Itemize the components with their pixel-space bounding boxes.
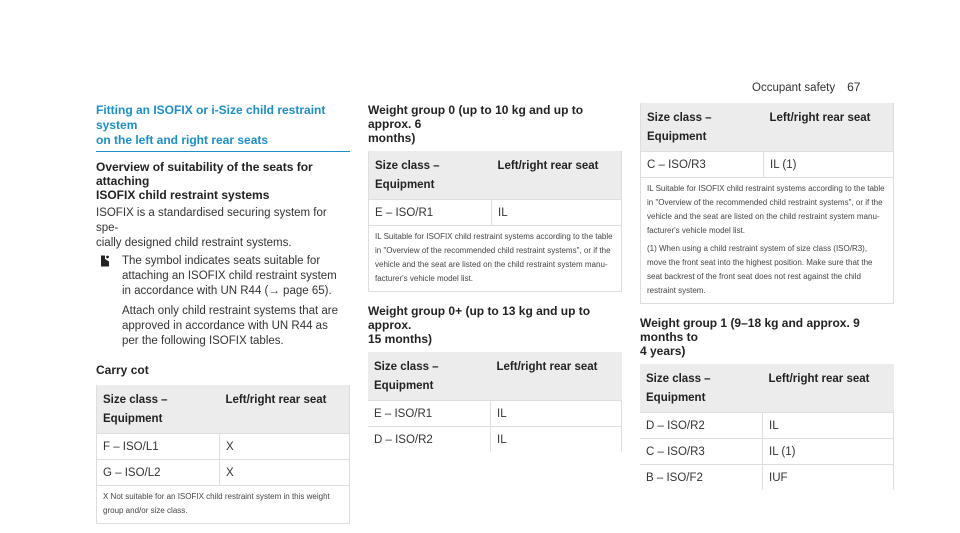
header-size-class-line2: Equipment: [647, 131, 707, 143]
section-title: Occupant safety: [752, 82, 836, 94]
table-header-row: [368, 352, 622, 401]
table-note-line8: restraint system.: [647, 286, 706, 295]
weight-group-0-line2: months): [368, 131, 416, 145]
header-seat: Left/right rear seat: [492, 151, 622, 200]
weight-group-0plus-line2: 15 months): [368, 332, 433, 346]
header-size-class-line2: Equipment: [375, 179, 435, 191]
cell-size-class: C – ISO/R3: [641, 152, 764, 178]
intro-line2: cially designed child restraint systems.: [96, 237, 292, 249]
table-note-line6: move the front seat into the highest position. Make sure that the: [647, 258, 873, 267]
intro-line1: ISOFIX is a standardised securing system for spe-: [96, 207, 327, 234]
cell-size-class: F – ISO/L1: [97, 434, 220, 460]
cell-seat: IL: [491, 427, 622, 453]
weight-group-1-line1: Weight group 1 (9–18 kg and approx. 9 months to: [640, 316, 860, 344]
cell-size-class: E – ISO/R1: [368, 401, 491, 427]
table-note: [97, 486, 350, 524]
weight-group-1-heading: [640, 316, 894, 358]
isofix-symbol-icon: [98, 254, 112, 268]
overview-heading-line2: ISOFIX child restraint systems: [96, 188, 270, 202]
overview-heading-line1: Overview of suitability of the seats for attaching: [96, 160, 313, 188]
cell-seat: IL (1): [763, 439, 894, 465]
header-seat: Left/right rear seat: [764, 103, 894, 152]
header-size-class-line1: Size class –: [646, 373, 711, 385]
column-left: [96, 0, 350, 524]
weight-group-1-table: [640, 364, 894, 490]
table-note-line2: in "Overview of the recommended child restraint systems", or if the: [375, 246, 611, 255]
note-line3: in accordance with UN R44 (→ page 65).: [122, 285, 332, 297]
overview-heading: [96, 160, 350, 202]
cell-seat: X: [220, 460, 350, 486]
attach-line3: per the following ISOFIX tables.: [122, 335, 284, 347]
cell-seat: IL: [491, 401, 622, 427]
table-note-row: [97, 486, 350, 524]
header-size-class: [97, 385, 220, 434]
cell-seat: IL (1): [764, 152, 894, 178]
table-note-row: [641, 178, 894, 304]
table-row: [641, 152, 894, 178]
table-header-row: [369, 151, 622, 200]
header-size-class-line1: Size class –: [375, 160, 440, 172]
table-note-line1: IL Suitable for ISOFIX child restraint systems according to the table: [375, 232, 613, 241]
header-size-class: [368, 352, 491, 401]
table-note-row: [369, 226, 622, 292]
header-size-class: [640, 364, 763, 413]
table-note-line1: X Not suitable for an ISOFIX child restraint system in this weight: [103, 492, 330, 501]
section-heading-line2: on the left and right rear seats: [96, 133, 269, 147]
cell-size-class: G – ISO/L2: [97, 460, 220, 486]
table-note-line5: (1) When using a child restraint system of size class (ISO/R3),: [647, 244, 868, 253]
page-number: 67: [847, 80, 861, 94]
table-row: [97, 460, 350, 486]
header-size-class-line1: Size class –: [103, 394, 168, 406]
attach-paragraph: [122, 304, 350, 349]
table-note-line4: facturer's vehicle model list.: [647, 226, 746, 235]
header-size-class: [641, 103, 764, 152]
header-size-class-line2: Equipment: [374, 380, 434, 392]
header-seat: Left/right rear seat: [220, 385, 350, 434]
weight-group-0-continued-table: [640, 103, 894, 304]
column-middle: [368, 0, 622, 452]
header-size-class-line1: Size class –: [374, 361, 439, 373]
table-row: [368, 427, 622, 453]
table-note-line3: vehicle and the seat are listed on the child restraint system manu-: [647, 212, 880, 221]
cell-size-class: B – ISO/F2: [640, 465, 763, 491]
table-note-line7: seat backrest of the front seat does not rest against the child: [647, 272, 861, 281]
cell-seat: IL: [763, 413, 894, 439]
table-header-row: [641, 103, 894, 152]
table-header-row: [640, 364, 894, 413]
table-row: [97, 434, 350, 460]
table-note-line3: vehicle and the seat are listed on the child restraint system manu-: [375, 260, 608, 269]
section-heading: [96, 103, 350, 148]
table-row: [640, 465, 894, 491]
table-note-line2: group and/or size class.: [103, 506, 188, 515]
attach-line2: approved in accordance with UN R44 as: [122, 320, 328, 332]
weight-group-0plus-table: [368, 352, 622, 452]
cell-size-class: E – ISO/R1: [369, 200, 492, 226]
table-note-line2: in "Overview of the recommended child restraint systems", or if the: [647, 198, 883, 207]
note-line1: The symbol indicates seats suitable for: [122, 255, 321, 267]
heading-divider: [96, 151, 350, 152]
cell-seat: X: [220, 434, 350, 460]
header-seat: Left/right rear seat: [763, 364, 894, 413]
isofix-note-text: [122, 254, 337, 299]
attach-line1: Attach only child restraint systems that are: [122, 305, 339, 317]
header-seat: Left/right rear seat: [491, 352, 622, 401]
table-row: [640, 439, 894, 465]
weight-group-1-line2: 4 years): [640, 344, 686, 358]
section-heading-line1: Fitting an ISOFIX or i-Size child restraint system: [96, 103, 326, 132]
cell-size-class: D – ISO/R2: [640, 413, 763, 439]
carry-cot-table: [96, 385, 350, 524]
table-note-line1: IL Suitable for ISOFIX child restraint systems according to the table: [647, 184, 885, 193]
weight-group-0plus-heading: [368, 304, 622, 346]
table-row: [368, 401, 622, 427]
table-note: [641, 178, 894, 304]
table-row: [369, 200, 622, 226]
weight-group-0plus-line1: Weight group 0+ (up to 13 kg and up to approx.: [368, 304, 591, 332]
header-size-class: [369, 151, 492, 200]
header-size-class-line1: Size class –: [647, 112, 712, 124]
cell-size-class: D – ISO/R2: [368, 427, 491, 453]
cell-seat: IL: [492, 200, 622, 226]
note-line2: attaching an ISOFIX child restraint system: [122, 270, 337, 282]
weight-group-0-line1: Weight group 0 (up to 10 kg and up to approx. 6: [368, 103, 584, 131]
cell-seat: IUF: [763, 465, 894, 491]
isofix-note: [96, 254, 350, 299]
header-size-class-line2: Equipment: [646, 392, 706, 404]
column-right: [640, 0, 894, 490]
cell-size-class: C – ISO/R3: [640, 439, 763, 465]
table-header-row: [97, 385, 350, 434]
carry-cot-heading: Carry cot: [96, 363, 149, 377]
table-note-line4: facturer's vehicle model list.: [375, 274, 474, 283]
weight-group-0-table: [368, 151, 622, 292]
weight-group-0-heading: [368, 103, 622, 145]
intro-paragraph: [96, 206, 350, 251]
table-row: [640, 413, 894, 439]
table-note: [369, 226, 622, 292]
header-size-class-line2: Equipment: [103, 413, 163, 425]
